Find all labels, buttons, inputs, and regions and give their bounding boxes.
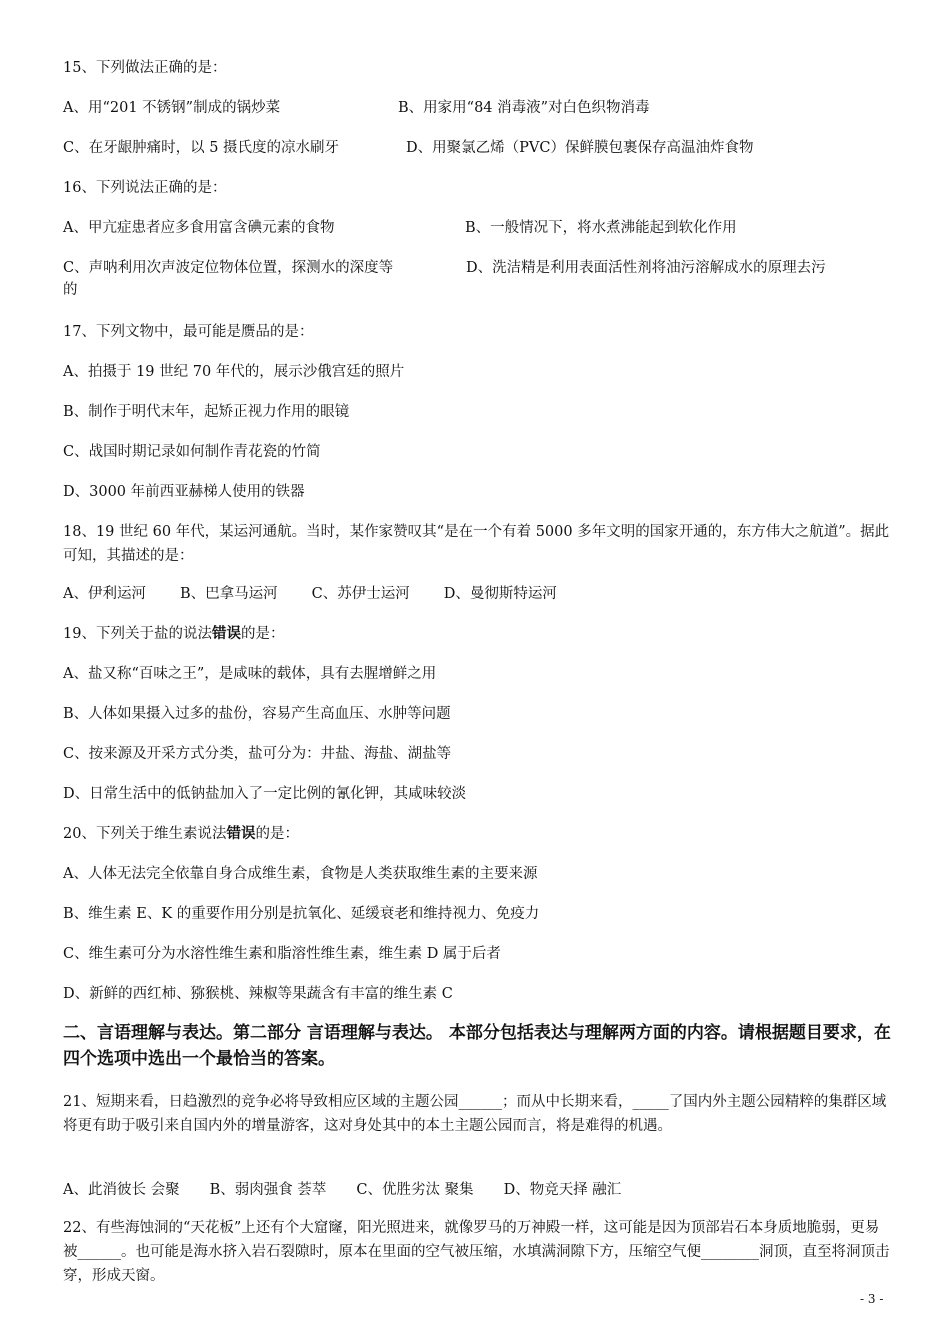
q16-stem: 16、下列说法正确的是： <box>63 180 227 196</box>
q17-option-b: B、制作于明代末年，起矫正视力作用的眼镜 <box>63 404 350 420</box>
q20-stem-emphasis: 错误 <box>226 825 256 842</box>
q15-option-c: C、在牙龈肿痛时，以 5 摄氏度的凉水刷牙 <box>63 140 340 156</box>
q15-option-b: B、用家用“84 消毒液”对白色织物消毒 <box>398 100 650 116</box>
q16-option-d-continued: 的 <box>63 282 78 298</box>
q18-option-b: B、巴拿马运河 <box>179 586 278 602</box>
q21-stem: 21、短期来看，日趋激烈的竞争必将导致相应区域的主题公园______；而从中长期来看，_____了国内外主题公园精粹的集群区域将更有助于吸引来自国内外的增量游客，这对身处其中的本土主题公园而言，将是难得的机遇。 <box>63 1094 887 1134</box>
q18-option-a: A、伊利运河 <box>63 586 146 602</box>
q19-stem-post: 的是： <box>240 626 285 642</box>
q16-option-d: D、洗洁精是利用表面活性剂将油污溶解成水的原理去污 <box>466 260 826 276</box>
q21-option-d: D、物竞天择 融汇 <box>503 1182 622 1198</box>
q17-option-a: A、拍摄于 19 世纪 70 年代的，展示沙俄宫廷的照片 <box>63 364 405 380</box>
q19-option-a: A、盐又称“百味之王”，是咸味的载体，具有去腥增鲜之用 <box>63 666 437 682</box>
q21-option-c: C、优胜劣汰 聚集 <box>356 1182 474 1198</box>
q20-stem <box>63 822 299 846</box>
q18-options <box>63 582 557 606</box>
q16-option-c: C、声呐利用次声波定位物体位置，探测水的深度等 <box>63 260 394 276</box>
q19-stem <box>63 622 284 646</box>
q20-option-a: A、人体无法完全依靠自身合成维生素，食物是人类获取维生素的主要来源 <box>63 866 538 882</box>
q20-stem-post: 的是： <box>255 826 299 842</box>
q16-option-b: B、一般情况下，将水煮沸能起到软化作用 <box>465 220 737 236</box>
q22-stem: 22、有些海蚀洞的“天花板”上还有个大窟窿，阳光照进来，就像罗马的万神殿一样，这可能是因为顶部岩石本身质地脆弱，更易被______。也可能是海水挤入岩石裂隙时，原本在里面的空气被压缩，水填满洞隙下方，压缩空气便________洞顶，直至将洞顶击穿，形成天窗。 <box>63 1220 890 1284</box>
q19-option-b: B、人体如果摄入过多的盐份，容易产生高血压、水肿等问题 <box>63 706 451 722</box>
q17-option-d: D、3000 年前西亚赫梯人使用的铁器 <box>63 484 305 500</box>
q21-option-b: B、弱肉强食 荟萃 <box>209 1182 327 1198</box>
q18-option-c: C、苏伊士运河 <box>311 586 410 602</box>
q16-option-a: A、甲亢症患者应多食用富含碘元素的食物 <box>63 220 335 236</box>
q18-stem: 18、19 世纪 60 年代，某运河通航。当时，某作家赞叹其“是在一个有着 5000 多年文明的国家开通的，东方伟大之航道”。据此可知，其描述的是： <box>63 524 890 564</box>
q20-option-c: C、维生素可分为水溶性维生素和脂溶性维生素，维生素 D 属于后者 <box>63 946 501 962</box>
page-number: - 3 - <box>860 1292 884 1306</box>
q19-option-d: D、日常生活中的低钠盐加入了一定比例的氰化钾，其咸味较淡 <box>63 786 467 802</box>
q15-option-d: D、用聚氯乙烯（PVC）保鲜膜包裹保存高温油炸食物 <box>406 140 754 156</box>
q19-option-c: C、按来源及开采方式分类，盐可分为：井盐、海盐、湖盐等 <box>63 746 452 762</box>
q17-option-c: C、战国时期记录如何制作青花瓷的竹简 <box>63 444 321 460</box>
q15-option-a: A、用“201 不锈钢”制成的锅炒菜 <box>63 100 281 116</box>
q21-option-a: A、此消彼长 会聚 <box>63 1182 180 1198</box>
q20-option-d: D、新鲜的西红柿、猕猴桃、辣椒等果蔬含有丰富的维生素 C <box>63 986 453 1002</box>
q17-stem: 17、下列文物中，最可能是赝品的是： <box>63 324 314 340</box>
q15-stem: 15、下列做法正确的是： <box>63 60 227 76</box>
q19-stem-pre: 19、下列关于盐的说法 <box>63 626 212 642</box>
q18-option-d: D、曼彻斯特运河 <box>443 586 557 602</box>
q19-stem-emphasis: 错误 <box>211 625 241 642</box>
q20-stem-pre: 20、下列关于维生素说法 <box>63 826 227 842</box>
q21-options <box>63 1178 621 1202</box>
q20-option-b: B、维生素 E、K 的重要作用分别是抗氧化、延缓衰老和维持视力、免疫力 <box>63 906 540 922</box>
section-2-heading: 二、言语理解与表达。第二部分 言语理解与表达。 本部分包括表达与理解两方面的内容。请根据题目要求，在四个选项中选出一个最恰当的答案。 <box>63 1023 891 1069</box>
